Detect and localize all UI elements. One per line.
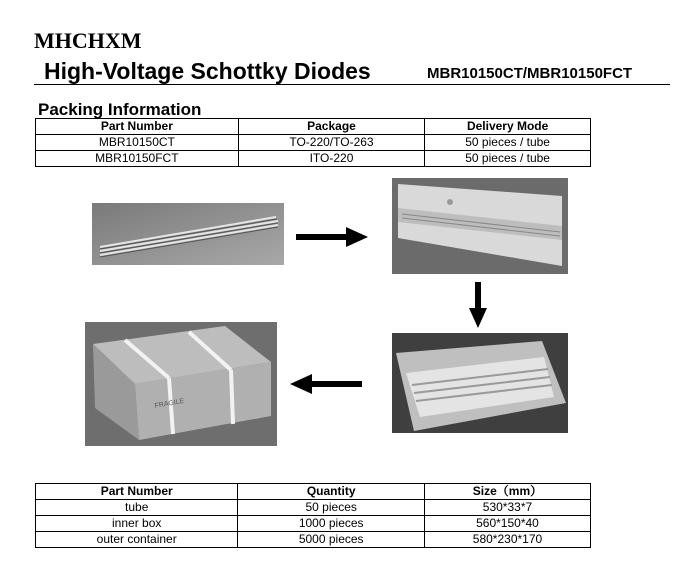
table-cell: TO-220/TO-263 xyxy=(238,135,425,151)
table-row xyxy=(36,135,591,151)
table-cell: 530*33*7 xyxy=(424,500,590,516)
table-row xyxy=(36,500,591,516)
tubes-photo xyxy=(92,203,284,265)
table-cell: MBR10150CT xyxy=(36,135,239,151)
column-header: Quantity xyxy=(238,484,425,500)
column-header: Delivery Mode xyxy=(425,119,591,135)
tube-box-photo xyxy=(392,178,568,274)
arrow-down-icon xyxy=(469,282,487,328)
column-header: Package xyxy=(238,119,425,135)
size-table xyxy=(35,483,591,548)
outer-container-photo xyxy=(85,322,277,446)
table-row xyxy=(36,516,591,532)
table-row xyxy=(36,532,591,548)
arrow-left-icon xyxy=(290,374,362,394)
table-cell: tube xyxy=(36,500,238,516)
header-divider xyxy=(34,84,670,85)
table-header-row xyxy=(36,484,591,500)
table-row xyxy=(36,151,591,167)
table-header-row xyxy=(36,119,591,135)
table-cell: outer container xyxy=(36,532,238,548)
table-cell: 560*150*40 xyxy=(424,516,590,532)
table-cell: 1000 pieces xyxy=(238,516,425,532)
table-cell: 50 pieces / tube xyxy=(425,135,591,151)
section-title: Packing Information xyxy=(38,100,202,119)
table-cell: 50 pieces / tube xyxy=(425,151,591,167)
fragile-label: FRAGILE xyxy=(154,397,185,410)
arrow-right-icon xyxy=(296,227,368,247)
table-cell: MBR10150FCT xyxy=(36,151,239,167)
inner-box-photo xyxy=(392,333,568,433)
company-logo: MHCHXM xyxy=(34,28,142,53)
table-cell: inner box xyxy=(36,516,238,532)
table-cell: 5000 pieces xyxy=(238,532,425,548)
column-header: Size（mm） xyxy=(424,484,590,500)
column-header: Part Number xyxy=(36,484,238,500)
part-numbers-heading: MBR10150CT/MBR10150FCT xyxy=(427,65,633,82)
column-header: Part Number xyxy=(36,119,239,135)
table-cell: ITO-220 xyxy=(238,151,425,167)
packing-table xyxy=(35,118,591,167)
table-cell: 50 pieces xyxy=(238,500,425,516)
page-title: High-Voltage Schottky Diodes xyxy=(44,58,371,84)
table-cell: 580*230*170 xyxy=(424,532,590,548)
